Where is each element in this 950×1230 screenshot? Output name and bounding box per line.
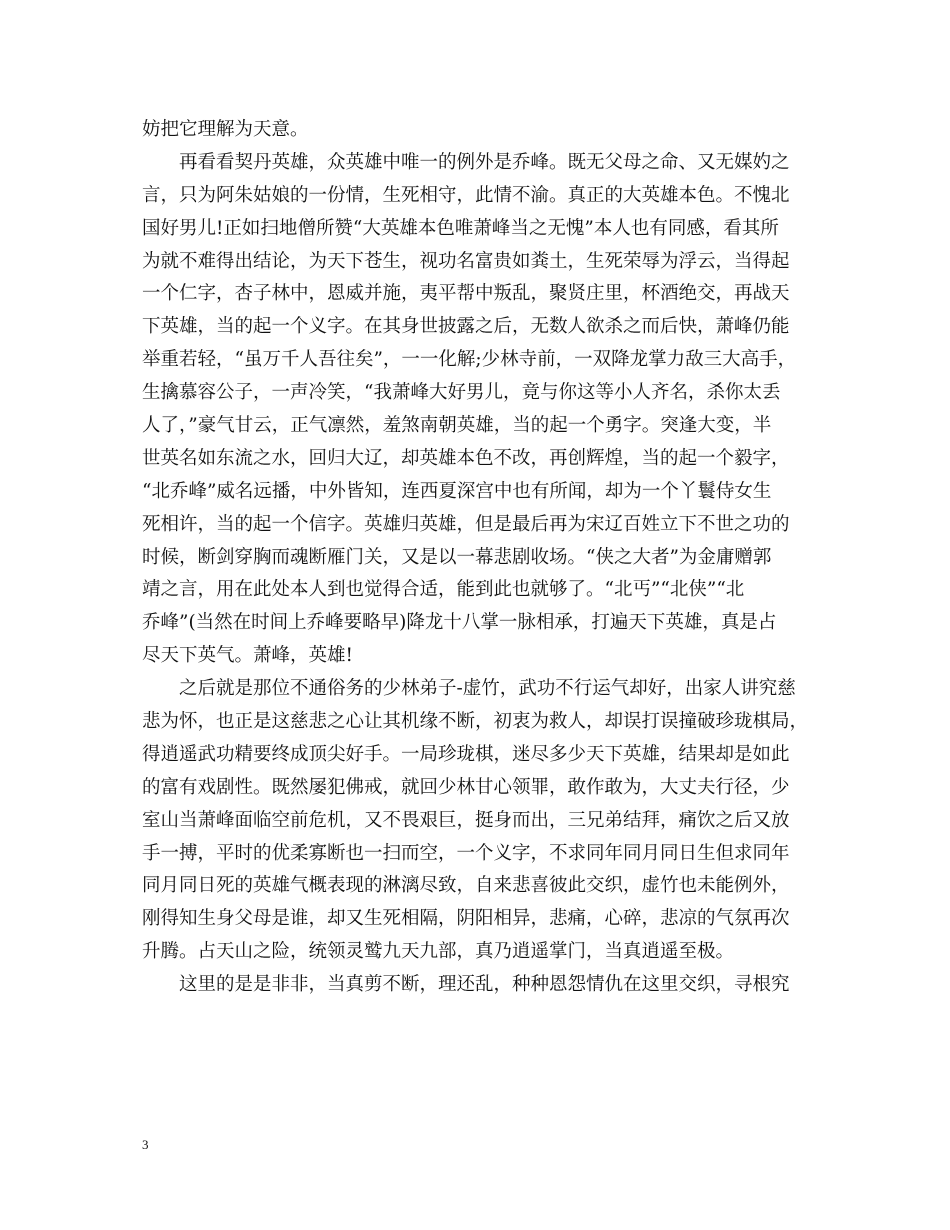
paragraph-first-line: 这里的是是非非，当真剪不断，理还乱，种种恩怨情仇在这里交织，寻根究 — [179, 974, 790, 996]
text-line: 尽天下英气。萧峰，英雄! — [142, 645, 353, 667]
text-line: 得逍遥武功精要终成顶尖好手。一局珍珑棋，迷尽多少天下英雄，结果却是如此 — [142, 743, 790, 765]
text-line: 时候，断剑穿胸而魂断雁门关，又是以一幕悲剧收场。“侠之大者”为金庸赠郭 — [142, 546, 772, 568]
text-line: 悲为怀，也正是这慈悲之心让其机缘不断，初衷为救人，却误打误撞破珍珑棋局， — [142, 711, 809, 733]
text-line: 妨把它理解为天意。 — [142, 119, 309, 140]
text-line: 同月同日死的英雄气概表现的淋漓尽致，自来悲喜彼此交织，虚竹也未能例外， — [142, 875, 790, 897]
text-line: “北乔峰”威名远播，中外皆知，连西夏深宫中也有所闻，却为一个丫鬟侍女生 — [142, 480, 772, 502]
page-number: 3 — [142, 1137, 149, 1152]
body-text — [142, 114, 810, 1002]
paragraph-first-line: 之后就是那位不通俗务的少林弟子-虚竹，武功不行运气却好，出家人讲究慈 — [179, 678, 796, 700]
text-line: 靖之言，用在此处本人到也觉得合适，能到此也就够了。“北丐”“北侠”“北 — [142, 579, 745, 601]
text-line: 死相许，当的起一个信字。英雄归英雄，但是最后再为宋辽百姓立下不世之功的 — [142, 513, 790, 535]
text-line: 下英雄，当的起一个义字。在其身世披露之后，无数人欲杀之而后快，萧峰仍能 — [142, 316, 790, 338]
text-line: 的富有戏剧性。既然屡犯佛戒，就回少林甘心领罪，敢作敢为，大丈夫行径，少 — [142, 776, 790, 798]
text-line: 升腾。占天山之险，统领灵鹫九天九部，真乃逍遥掌门，当真逍遥至极。 — [142, 941, 735, 963]
text-line: 为就不难得出结论，为天下苍生，视功名富贵如粪土，生死荣辱为浮云，当得起 — [142, 250, 790, 272]
text-line: 刚得知生身父母是谁，却又生死相隔，阴阳相异，悲痛，心碎，悲凉的气氛再次 — [142, 908, 790, 930]
text-line: 人了，”豪气甘云，正气凛然，羞煞南朝英雄，当的起一个勇字。突逢大变，半 — [142, 415, 772, 437]
text-line: 言，只为阿朱姑娘的一份情，生死相守，此情不渝。真正的大英雄本色。不愧北 — [142, 184, 790, 206]
text-line: 乔峰”(当然在时间上乔峰要略早)降龙十八掌一脉相承，打遍天下英雄，真是占 — [142, 612, 777, 634]
text-line: 国好男儿!正如扫地僧所赞“大英雄本色唯萧峰当之无愧”本人也有同感，看其所 — [142, 217, 779, 239]
paragraph-first-line: 再看看契丹英雄，众英雄中唯一的例外是乔峰。既无父母之命、又无媒妁之 — [179, 151, 790, 173]
text-line: 举重若轻，“虽万千人吾往矣”，一一化解;少林寺前，一双降龙掌力敌三大高手， — [142, 349, 797, 371]
text-line: 一个仁字，杏子林中，恩威并施，夷平帮中叛乱，聚贤庄里，杯酒绝交，再战天 — [142, 283, 790, 305]
text-line: 生擒慕容公子，一声冷笑，“我萧峰大好男儿，竟与你这等小人齐名，杀你太丢 — [142, 382, 781, 404]
text-line: 手一搏，平时的优柔寡断也一扫而空，一个义字，不求同年同月同日生但求同年 — [142, 842, 790, 864]
text-line: 室山当萧峰面临空前危机，又不畏艰巨，挺身而出，三兄弟结拜，痛饮之后又放 — [142, 809, 790, 831]
text-line: 世英名如东流之水，回归大辽，却英雄本色不改，再创辉煌，当的起一个毅字， — [142, 447, 790, 469]
